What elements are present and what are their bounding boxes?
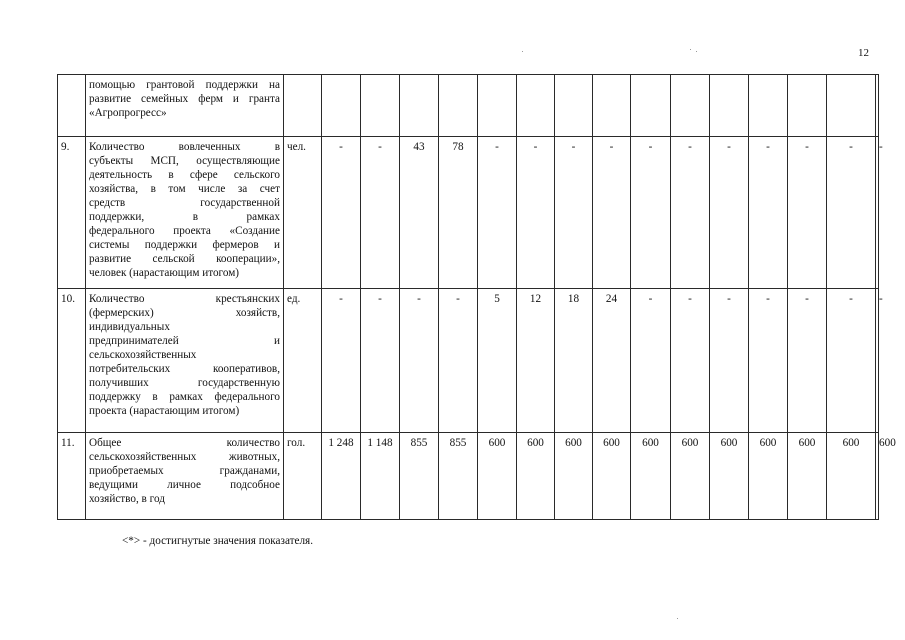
- indicator-name-line: средств государственной: [89, 197, 280, 209]
- value-cell: -: [876, 289, 879, 433]
- value-cell: 600: [517, 433, 555, 520]
- row-number-cell: 11.: [58, 433, 86, 520]
- value-cell: -: [788, 137, 827, 289]
- value-cell: -: [361, 289, 400, 433]
- indicator-name-line: «Агропрогресс»: [89, 107, 167, 119]
- footnote: <*> - достигнутые значения показателя.: [122, 535, 313, 547]
- value-cell: [710, 75, 749, 137]
- value-cell: 600: [876, 433, 879, 520]
- unit-cell: ед.: [284, 289, 322, 433]
- indicator-name-line: проекта (нарастающим итогом): [89, 405, 240, 417]
- indicator-name-line: субъекты МСП, осуществляющие: [89, 155, 280, 167]
- value-cell: -: [593, 137, 631, 289]
- value-cell: 12: [517, 289, 555, 433]
- value-cell: 855: [400, 433, 439, 520]
- value-cell: -: [400, 289, 439, 433]
- value-cell: 24: [593, 289, 631, 433]
- value-cell: -: [827, 289, 876, 433]
- value-cell: -: [555, 137, 593, 289]
- table-row: [58, 137, 879, 289]
- indicator-name-line: хозяйство, в год: [89, 493, 165, 505]
- value-cell: [478, 75, 517, 137]
- indicator-name-line: индивидуальных: [89, 321, 170, 333]
- indicator-name-line: системы поддержки фермеров и: [89, 239, 280, 251]
- value-cell: -: [710, 137, 749, 289]
- value-cell: -: [671, 289, 710, 433]
- value-cell: 18: [555, 289, 593, 433]
- table-row: [58, 75, 879, 137]
- value-cell: -: [710, 289, 749, 433]
- unit-cell: гол.: [284, 433, 322, 520]
- value-cell: -: [322, 289, 361, 433]
- indicator-name-line: сельскохозяйственных: [89, 349, 197, 361]
- indicator-name-line: получивших государственную: [89, 377, 280, 389]
- row-number-cell: [58, 75, 86, 137]
- indicator-name-line: приобретаемых гражданами,: [89, 465, 280, 477]
- indicator-name-line: человек (нарастающим итогом): [89, 267, 240, 279]
- value-cell: -: [631, 289, 671, 433]
- value-cell: 600: [749, 433, 788, 520]
- value-cell: -: [671, 137, 710, 289]
- value-cell: [631, 75, 671, 137]
- value-cell: 5: [478, 289, 517, 433]
- value-cell: [749, 75, 788, 137]
- scan-speck: [677, 618, 678, 619]
- value-cell: -: [322, 137, 361, 289]
- indicator-name-cell: [86, 433, 284, 520]
- value-cell: [322, 75, 361, 137]
- indicator-name-line: развитие сельской кооперации»,: [89, 253, 280, 265]
- indicator-name-line: федерального проекта «Создание: [89, 225, 280, 237]
- value-cell: -: [361, 137, 400, 289]
- value-cell: -: [749, 289, 788, 433]
- scan-speck: [522, 51, 523, 52]
- indicators-table: [57, 74, 896, 520]
- value-cell: 600: [671, 433, 710, 520]
- value-cell: 1 248: [322, 433, 361, 520]
- value-cell: [593, 75, 631, 137]
- value-cell: [876, 75, 879, 137]
- value-cell: -: [788, 289, 827, 433]
- indicator-name-line: Количество крестьянских: [89, 293, 280, 305]
- value-cell: [400, 75, 439, 137]
- page-number: 12: [858, 47, 869, 59]
- scan-speck: [690, 49, 691, 50]
- value-cell: [517, 75, 555, 137]
- scan-speck: [696, 51, 697, 52]
- value-cell: [361, 75, 400, 137]
- indicator-name-line: Общее количество: [89, 437, 280, 449]
- table-row: [58, 289, 879, 433]
- value-cell: -: [876, 137, 879, 289]
- indicator-name-cell: [86, 75, 284, 137]
- value-cell: 600: [710, 433, 749, 520]
- value-cell: -: [439, 289, 478, 433]
- indicator-name-line: развитие семейных ферм и гранта: [89, 93, 280, 105]
- value-cell: -: [517, 137, 555, 289]
- indicator-name-line: потребительских кооперативов,: [89, 363, 280, 375]
- value-cell: -: [827, 137, 876, 289]
- value-cell: [555, 75, 593, 137]
- value-cell: 600: [478, 433, 517, 520]
- value-cell: [439, 75, 478, 137]
- indicator-name-line: поддержки, в рамках: [89, 211, 280, 223]
- indicator-name-line: хозяйства, в том числе за счет: [89, 183, 280, 195]
- indicator-name-line: помощью грантовой поддержки на: [89, 79, 280, 91]
- value-cell: -: [631, 137, 671, 289]
- indicator-name-line: сельскохозяйственных животных,: [89, 451, 280, 463]
- table-body: [58, 75, 896, 520]
- value-cell: 855: [439, 433, 478, 520]
- indicator-name-line: (фермерских) хозяйств,: [89, 307, 280, 319]
- indicator-name-line: ведущими личное подсобное: [89, 479, 280, 491]
- indicator-name-line: Количество вовлеченных в: [89, 141, 280, 153]
- unit-cell: чел.: [284, 137, 322, 289]
- indicator-name-cell: [86, 137, 284, 289]
- value-cell: [827, 75, 876, 137]
- value-cell: 78: [439, 137, 478, 289]
- value-cell: 600: [631, 433, 671, 520]
- value-cell: -: [478, 137, 517, 289]
- value-cell: 600: [593, 433, 631, 520]
- value-cell: 1 148: [361, 433, 400, 520]
- value-cell: 600: [788, 433, 827, 520]
- indicator-name-line: деятельность в сфере сельского: [89, 169, 280, 181]
- row-number-cell: 10.: [58, 289, 86, 433]
- row-number-cell: 9.: [58, 137, 86, 289]
- indicator-name-line: поддержку в рамках федерального: [89, 391, 280, 403]
- indicator-name-line: предпринимателей и: [89, 335, 280, 347]
- value-cell: 600: [827, 433, 876, 520]
- value-cell: 600: [555, 433, 593, 520]
- unit-cell: [284, 75, 322, 137]
- value-cell: [671, 75, 710, 137]
- value-cell: 43: [400, 137, 439, 289]
- table-row: [58, 433, 879, 520]
- value-cell: -: [749, 137, 788, 289]
- value-cell: [788, 75, 827, 137]
- indicator-name-cell: [86, 289, 284, 433]
